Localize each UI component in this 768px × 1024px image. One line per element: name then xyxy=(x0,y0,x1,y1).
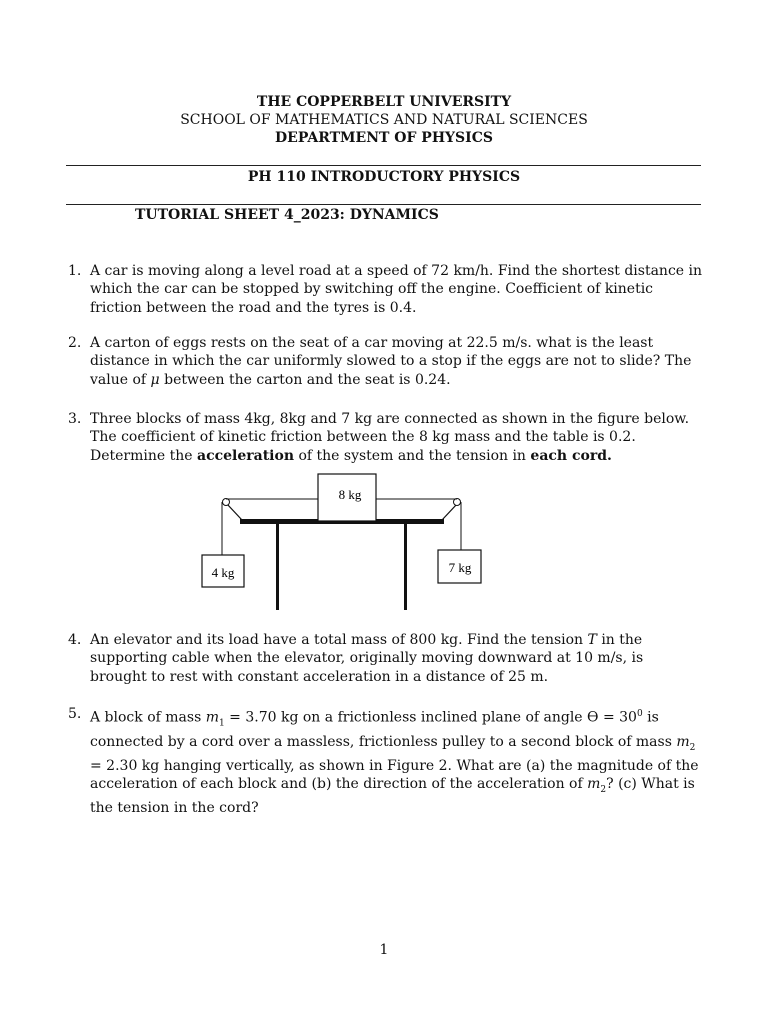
sheet-title: TUTORIAL SHEET 4_2023: DYNAMICS xyxy=(135,207,439,223)
pulley-left xyxy=(223,499,230,506)
table-leg-left xyxy=(276,522,279,610)
course-title: PH 110 INTRODUCTORY PHYSICS xyxy=(247,169,521,185)
question-number: 1. xyxy=(68,263,82,279)
bold-term: acceleration xyxy=(197,447,295,464)
question-number: 2. xyxy=(68,335,82,351)
pulley-right xyxy=(454,499,461,506)
pulley-bracket-right xyxy=(442,504,457,520)
question-number: 3. xyxy=(68,411,82,427)
block-4kg-label: 4 kg xyxy=(211,565,235,580)
text-segment: Three blocks of mass 4kg, 8kg and 7 kg are connected as shown in the figure below. The coefficient of kinetic friction between the 8 kg mass and the table is 0.2. Determine the xyxy=(90,411,690,464)
tension-symbol: T xyxy=(587,632,597,648)
text-segment: = 3.70 kg on a frictionless inclined plane of angle ϴ = 30 xyxy=(224,709,637,726)
pulley-bracket-left xyxy=(227,504,242,520)
department-name: DEPARTMENT OF PHYSICS xyxy=(275,130,493,146)
superscript: 0 xyxy=(636,709,643,719)
mu-symbol: μ xyxy=(150,371,160,388)
text-segment: is connected by a cord over a massless, frictionless pulley to a second block of mass xyxy=(90,709,677,750)
subscript: 2 xyxy=(600,784,607,795)
question-text: A car is moving along a level road at a speed of 72 km/h. Find the shortest distance in which the car can be stopped by switching off the engine. Coefficient of kinetic friction between the road and the tyres is 0.4. xyxy=(90,263,703,316)
text-segment: A block of mass xyxy=(90,709,206,726)
block-8kg-label: 8 kg xyxy=(338,487,362,502)
university-title: THE COPPERBELT UNIVERSITY xyxy=(256,94,512,110)
mass-symbol: m xyxy=(676,733,690,750)
question-5 xyxy=(68,705,704,818)
block-7kg-label: 7 kg xyxy=(448,560,472,575)
question-text xyxy=(90,705,704,818)
subscript: 2 xyxy=(689,742,696,753)
subscript: 1 xyxy=(219,718,225,729)
text-segment: of the system and the tension in xyxy=(294,447,531,464)
question-4 xyxy=(68,631,704,686)
text-segment: ? (c) What is the tension in the cord? xyxy=(90,776,695,817)
text-segment: in the supporting cable when the elevator, originally moving downward at 10 m/s, is brought to rest with constant acceleration in a distance of 25 m. xyxy=(90,632,644,685)
mass-symbol: m xyxy=(205,709,219,726)
text-segment: between the carton and the seat is 0.24. xyxy=(159,371,451,388)
question-number: 5. xyxy=(68,706,82,722)
text-segment: A carton of eggs rests on the seat of a car moving at 22.5 m/s. what is the least distance in which the car uniformly slowed to a stop if the eggs are not to slide? The value of xyxy=(90,335,692,388)
bold-term: each cord. xyxy=(530,447,612,464)
mass-symbol: m xyxy=(587,776,601,793)
text-segment: An elevator and its load have a total mass of 800 kg. Find the tension xyxy=(90,632,588,648)
school-name: SCHOOL OF MATHEMATICS AND NATURAL SCIENCES xyxy=(180,112,588,128)
text-segment: = 2.30 kg hanging vertically, as shown in Figure 2. What are (a) the magnitude of the acceleration of each block and (b) the direction of the acceleration of xyxy=(90,757,699,793)
page-number: 1 xyxy=(379,942,389,958)
question-text xyxy=(90,631,704,686)
table-leg-right xyxy=(404,522,407,610)
question-number: 4. xyxy=(68,632,82,648)
